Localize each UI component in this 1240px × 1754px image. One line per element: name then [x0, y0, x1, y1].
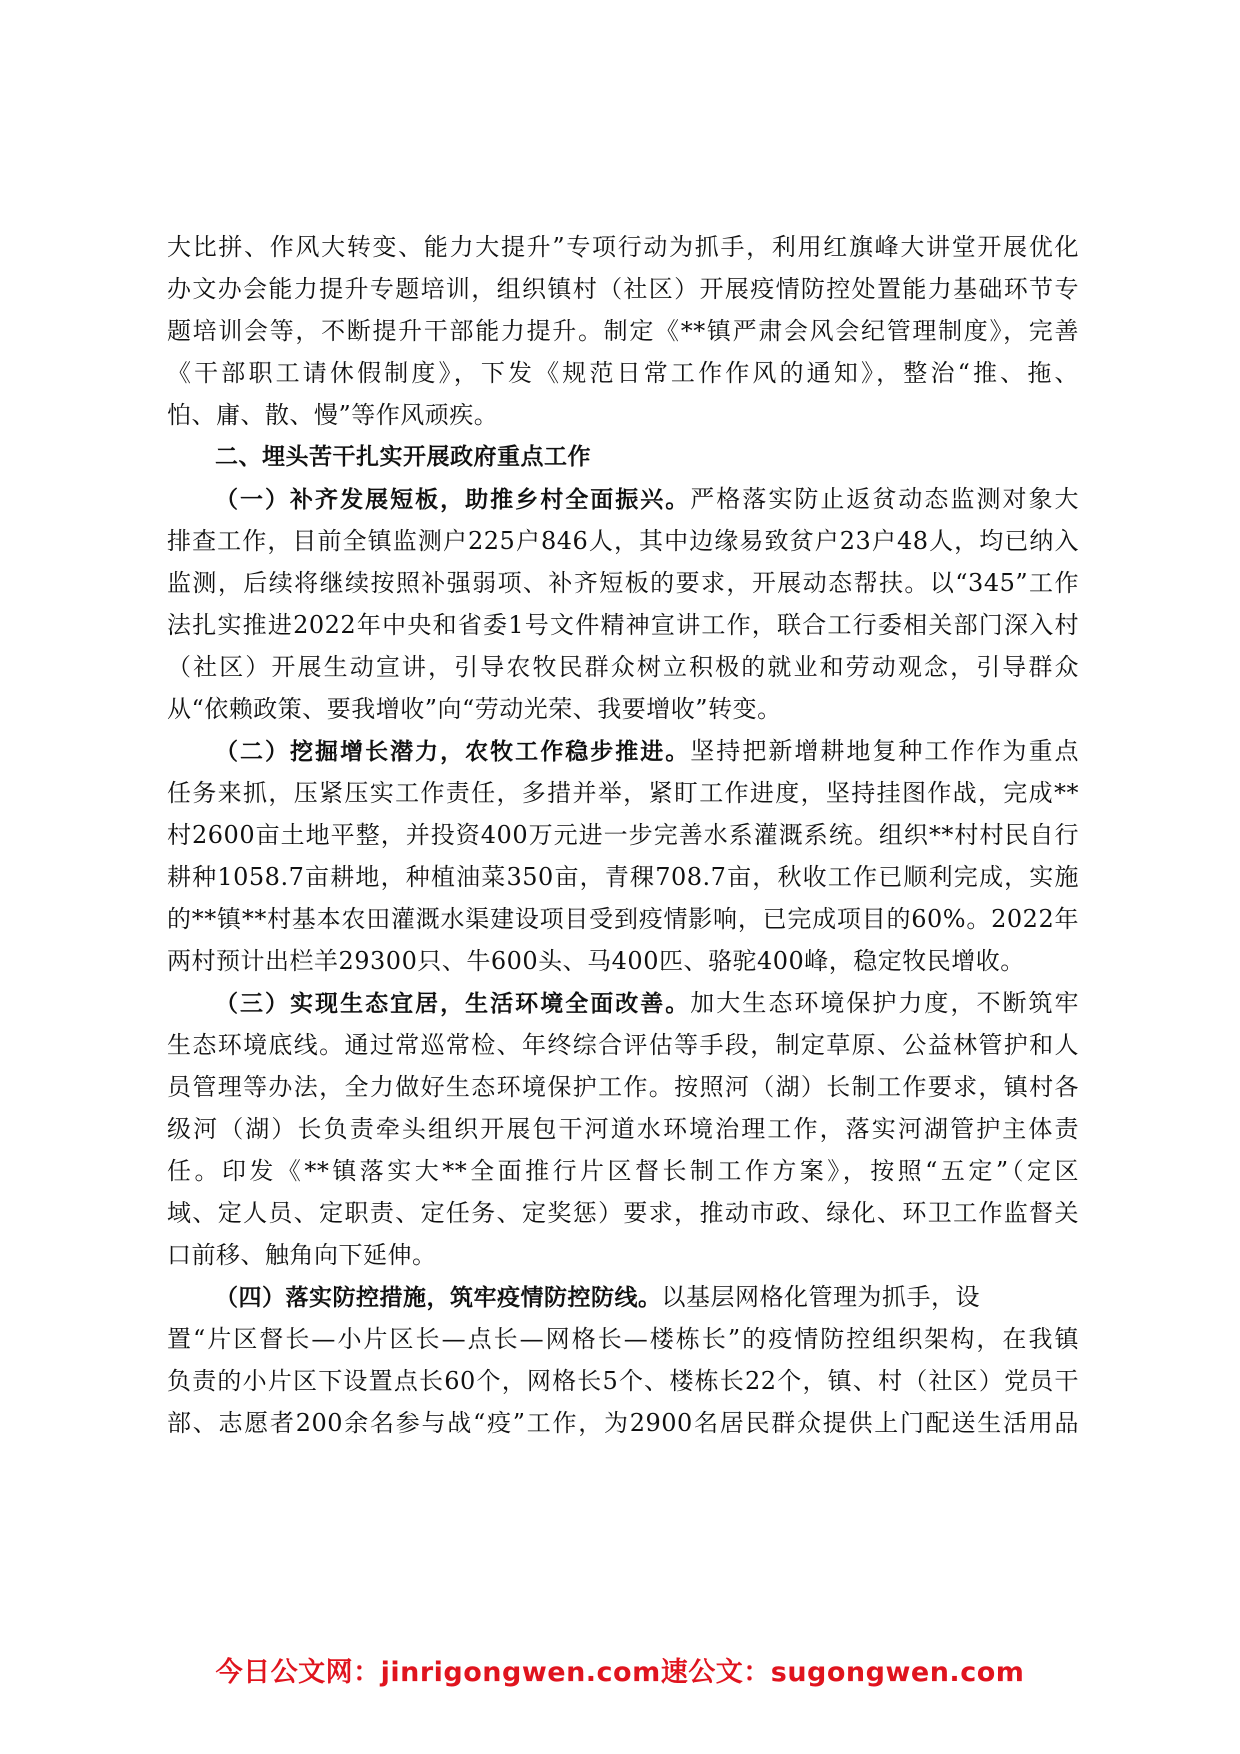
- paragraph-intro: [167, 226, 1079, 436]
- paragraph-4-first-rest: 以基层网格化管理为抓手，设: [661, 1283, 980, 1311]
- text-line: 大比拼、作风大转变、能力大提升”专项行动为抓手，利用红旗峰大讲堂开展优化: [167, 233, 1079, 261]
- text-line: 任。印发《**镇落实大**全面推行片区督长制工作方案》，按照“五定”（定区: [167, 1157, 1079, 1185]
- text-line: [167, 982, 1079, 1024]
- text-line: 置“片区督长—小片区长—点长—网格长—楼栋长”的疫情防控组织架构，在我镇: [167, 1325, 1079, 1353]
- text-line: [167, 730, 1079, 772]
- text-line: （社区）开展生动宣讲，引导农牧民群众树立积极的就业和劳动观念，引导群众: [167, 653, 1079, 681]
- text-line: 怕、庸、散、慢”等作风顽疾。: [167, 401, 499, 429]
- paragraph-2: [167, 730, 1079, 982]
- text-line: 口前移、触角向下延伸。: [167, 1241, 437, 1269]
- text-line: 监测，后续将继续按照补强弱项、补齐短板的要求，开展动态帮扶。以“345”工作: [167, 569, 1079, 597]
- paragraph-3: [167, 982, 1079, 1276]
- document-body: [167, 226, 1079, 1444]
- text-line: 村2600亩土地平整，并投资400万元进一步完善水系灌溉系统。组织**村村民自行: [167, 821, 1079, 849]
- text-line: 从“依赖政策、要我增收”向“劳动光荣、我要增收”转变。: [167, 695, 782, 723]
- paragraph-1-lead: （一）补齐发展短板，助推乡村全面振兴。: [215, 487, 691, 513]
- text-line: 题培训会等，不断提升干部能力提升。制定《**镇严肃会风会纪管理制度》，完善: [167, 317, 1079, 345]
- text-line: [167, 1276, 1079, 1318]
- paragraph-2-first-rest: 坚持把新增耕地复种工作作为重点: [690, 737, 1079, 765]
- paragraph-2-lead: （二）挖掘增长潜力，农牧工作稳步推进。: [215, 739, 691, 765]
- paragraph-3-first-rest: 加大生态环境保护力度，不断筑牢: [690, 989, 1079, 1017]
- watermark-footer: 今日公文网：jinrigongwen.com速公文：sugongwen.com: [215, 1657, 1025, 1688]
- section-heading: 二、埋头苦干扎实开展政府重点工作: [215, 444, 591, 470]
- text-line: 办文办会能力提升专题培训，组织镇村（社区）开展疫情防控处置能力基础环节专: [167, 275, 1079, 303]
- text-line: [167, 478, 1079, 520]
- text-line: 《干部职工请休假制度》，下发《规范日常工作作风的通知》，整治“推、拖、: [167, 359, 1079, 387]
- paragraph-1: [167, 478, 1079, 730]
- text-line: 负责的小片区下设置点长60个，网格长5个、楼栋长22个，镇、村（社区）党员干: [167, 1367, 1079, 1395]
- paragraph-3-lead: （三）实现生态宜居，生活环境全面改善。: [215, 991, 691, 1017]
- paragraph-4-lead: （四）落实防控措施，筑牢疫情防控防线。: [215, 1285, 662, 1311]
- text-line: 两村预计出栏羊29300只、牛600头、马400匹、骆驼400峰，稳定牧民增收。: [167, 947, 1025, 975]
- text-line: 任务来抓，压紧压实工作责任，多措并举，紧盯工作进度，坚持挂图作战，完成**: [167, 779, 1079, 807]
- paragraph-4: [167, 1276, 1079, 1444]
- text-line: 生态环境底线。通过常巡常检、年终综合评估等手段，制定草原、公益林管护和人: [167, 1031, 1079, 1059]
- paragraph-1-first-rest: 严格落实防止返贫动态监测对象大: [690, 485, 1079, 513]
- text-line: 域、定人员、定职责、定任务、定奖惩）要求，推动市政、绿化、环卫工作监督关: [167, 1199, 1079, 1227]
- text-line: 法扎实推进2022年中央和省委1号文件精神宣讲工作，联合工行委相关部门深入村: [167, 611, 1079, 639]
- text-line: 排查工作，目前全镇监测户225户846人，其中边缘易致贫户23户48人，均已纳入: [167, 527, 1079, 555]
- text-line: 部、志愿者200余名参与战“疫”工作，为2900名居民群众提供上门配送生活用品: [167, 1409, 1079, 1437]
- text-line: 级河（湖）长负责牵头组织开展包干河道水环境治理工作，落实河湖管护主体责: [167, 1115, 1079, 1143]
- text-line: 的**镇**村基本农田灌溉水渠建设项目受到疫情影响，已完成项目的60%。2022年: [167, 905, 1079, 933]
- text-line: 员管理等办法，全力做好生态环境保护工作。按照河（湖）长制工作要求，镇村各: [167, 1073, 1079, 1101]
- text-line: 耕种1058.7亩耕地，种植油菜350亩，青稞708.7亩，秋收工作已顺利完成，实施: [167, 863, 1079, 891]
